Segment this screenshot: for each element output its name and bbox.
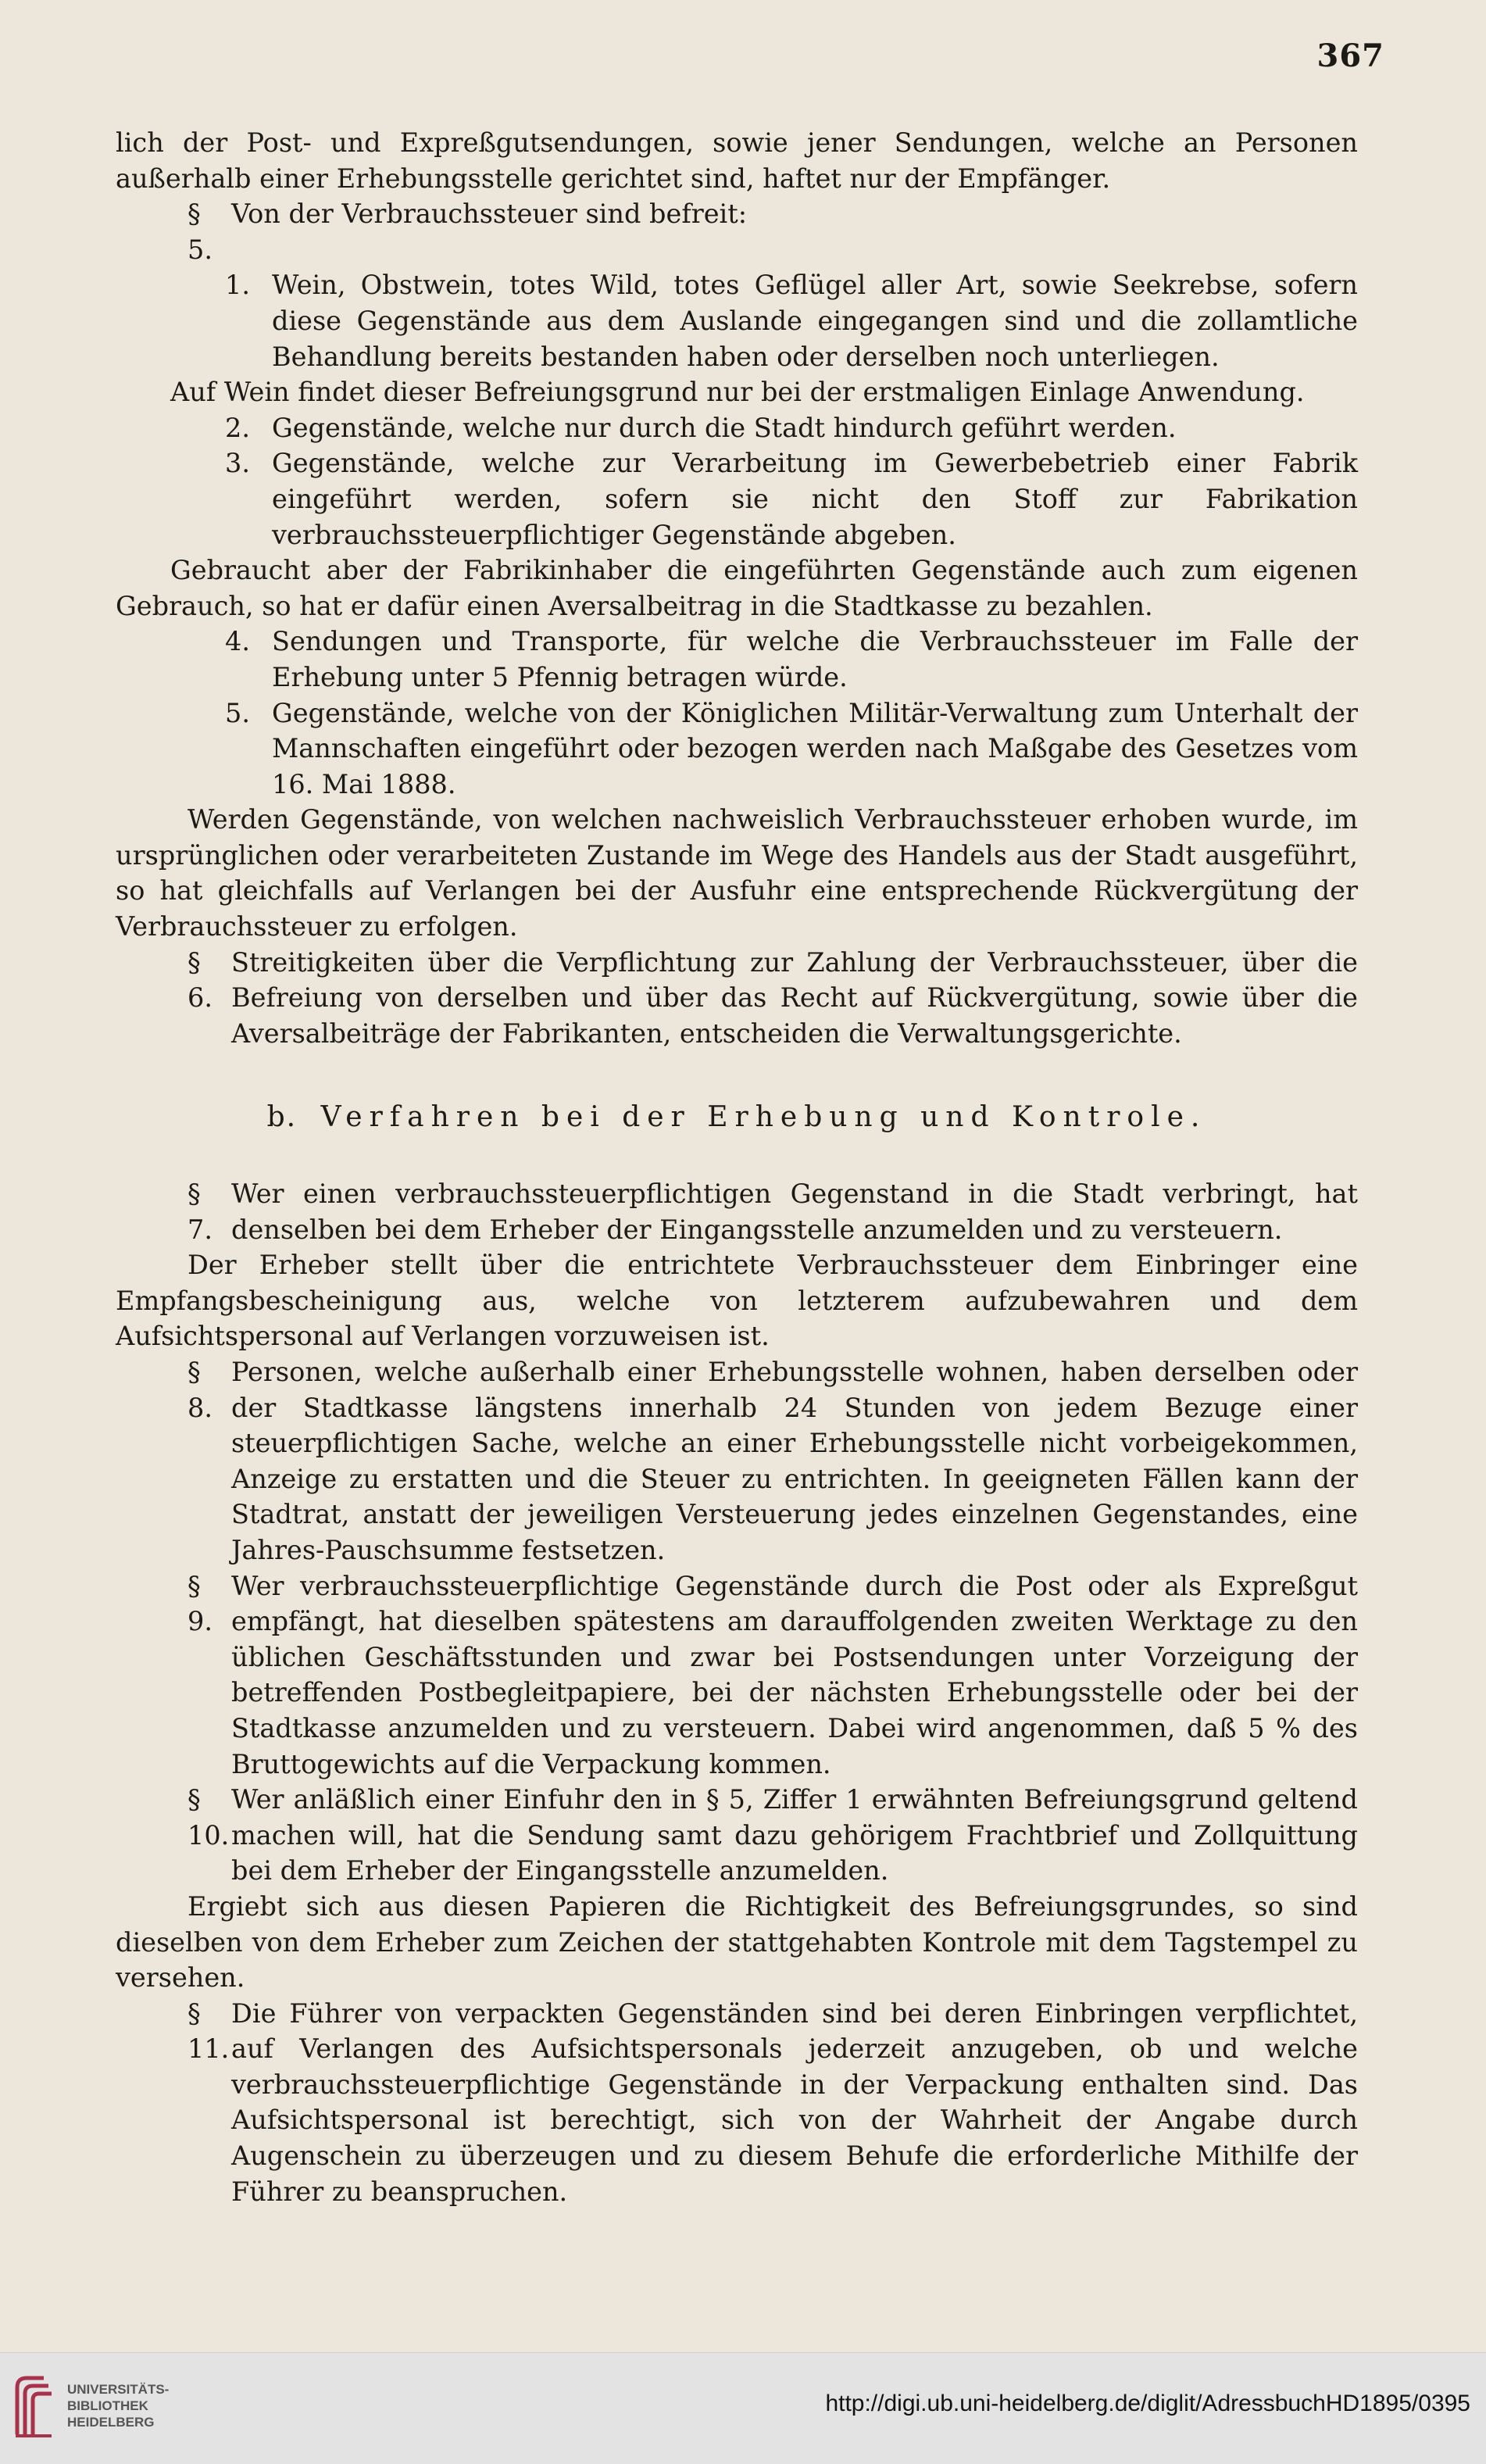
section-text: Von der Verbrauchssteuer sind befreit: bbox=[231, 198, 748, 230]
item-text: Gegenstände, welche zur Verarbeitung im Gewerbebetrieb einer Fabrik eingeführt werden, sofern sie nicht den Stoff zur Fabrikation verbrauchssteuerpflichtiger Gegenstände abgeben. bbox=[272, 448, 1358, 550]
logo-line: HEIDELBERG bbox=[67, 2415, 155, 2430]
section-number: § 10. bbox=[188, 1784, 230, 1851]
section-7-paragraph-2: Der Erheber stellt über die entrichtete Verbrauchssteuer dem Einbringer eine Empfangsbescheinigung aus, welche von letzterem aufzubewahren und dem Aufsichtspersonal auf Verlangen vorzuweisen ist. bbox=[116, 1250, 1358, 1352]
list-item-1 bbox=[116, 267, 1358, 374]
section-text: Die Führer von verpackten Gegenständen sind bei deren Einbringen verpflichtet, auf Verlangen des Aufsichtspersonals jederzeit anzugeben, ob und welche verbrauchssteuerpflichtige Gegenstände in der Verpackung enthalten sind. Das Aufsichtspersonal ist berechtigt, sich von der Wahrheit der Angabe durch Augenschein zu überzeugen und zu diesem Behufe die erforderliche Mithilfe der Führer zu beanspruchen. bbox=[231, 1997, 1358, 2207]
permalink-url[interactable]: http://digi.ub.uni-heidelberg.de/diglit/AdressbuchHD1895/0395 bbox=[825, 2391, 1470, 2416]
list-item-2 bbox=[116, 410, 1358, 446]
heading-title: Verfahren bei der Erhebung und Kontrole. bbox=[320, 1101, 1207, 1134]
section-text: Personen, welche außerhalb einer Erhebungsstelle wohnen, haben derselben oder der Stadtkasse längstens innerhalb 24 Stunden von jedem Bezuge einer steuerpflichtigen Sache, welche an einer Erhebungsstelle nicht vorbeigekommen, Anzeige zu erstatten und die Steuer zu entrichten. In geeigneten Fällen kann der Stadtrat, anstatt der jeweiligen Versteuerung jedes einzelnen Gegenstandes, eine Jahres-Pauschsumme festsetzen. bbox=[231, 1357, 1358, 1565]
section-number: § 5. bbox=[188, 198, 213, 265]
logo-line: BIBLIOTHEK bbox=[67, 2398, 148, 2413]
item-number: 1. bbox=[225, 270, 250, 301]
section-number: § 6. bbox=[188, 946, 213, 1014]
section-text: Wer anläßlich einer Einfuhr den in § 5, Ziffer 1 erwähnten Befreiungsgrund geltend machen will, hat die Sendung samt dazu gehörigem Frachtbrief und Zollquittung bei dem Erheber der Eingangsstelle anzumelden. bbox=[231, 1784, 1358, 1886]
library-logo-icon bbox=[13, 2372, 55, 2439]
item-subparagraph: Auf Wein findet dieser Befreiungsgrund nur bei der erstmaligen Einlage Anwendung. bbox=[170, 377, 1305, 408]
section-number: § 8. bbox=[188, 1357, 213, 1423]
item-number: 2. bbox=[225, 412, 250, 443]
item-number: 4. bbox=[225, 626, 250, 657]
page-text bbox=[116, 125, 1358, 2209]
section-10-paragraph-2: Ergiebt sich aus diesen Papieren die Richtigkeit des Befreiungsgrundes, so sind dieselben von dem Erheber zum Zeichen der stattgehabten Kontrole mit dem Tagstempel zu versehen. bbox=[116, 1890, 1358, 1994]
section-text: Wer verbrauchssteuerpflichtige Gegenstände durch die Post oder als Expreßgut empfängt, hat dieselben spätestens am darauffolgenden zweiten Werktage zu den üblichen Geschäftsstunden und zwar bei Postsendungen unter Vorzeigung der betreffenden Postbegleitpapiere, bei der nächsten Erhebungsstelle oder bei der Stadtkasse anzumelden und zu versteuern. Dabei wird angenommen, daß 5 % des Bruttogewichts auf die Verpackung kommen. bbox=[231, 1570, 1358, 1779]
viewer-footer bbox=[0, 2352, 1486, 2464]
item-text: Gegenstände, welche nur durch die Stadt hindurch geführt werden. bbox=[272, 412, 1177, 443]
list-item-3 bbox=[116, 445, 1358, 553]
list-item-4 bbox=[116, 624, 1358, 695]
section-text: Wer einen verbrauchssteuerpflichtigen Gegenstand in die Stadt verbringt, hat denselben bei dem Erheber der Eingangsstelle anzumelden und zu versteuern. bbox=[231, 1178, 1358, 1245]
item-number: 3. bbox=[225, 448, 250, 479]
continuation-paragraph: lich der Post- und Expreßgutsendungen, sowie jener Sendungen, welche an Personen außerhalb einer Erhebungsstelle gerichtet sind, haftet nur der Empfänger. bbox=[116, 127, 1358, 194]
section-9 bbox=[116, 1568, 1358, 1783]
section-number: § 11. bbox=[188, 1997, 230, 2065]
heading-prefix: b. bbox=[266, 1101, 298, 1134]
item-text: Wein, Obstwein, totes Wild, totes Geflügel aller Art, sowie Seekrebse, sofern diese Gegenstände aus dem Auslande eingegangen sind und die zollamtliche Behandlung bereits bestanden haben oder derselben noch unterliegen. bbox=[272, 270, 1358, 372]
logo-line: UNIVERSITÄTS- bbox=[67, 2382, 170, 2397]
section-11 bbox=[116, 1996, 1358, 2210]
section-number: § 9. bbox=[188, 1570, 213, 1637]
section-6 bbox=[116, 945, 1358, 1052]
section-number: § 7. bbox=[188, 1178, 213, 1245]
item-text: Gegenstände, welche von der Königlichen Militär-Verwaltung zum Unterhalt der Mannschaften eingeführt oder bezogen werden nach Maßgabe des Gesetzes vom 16. Mai 1888. bbox=[272, 697, 1358, 799]
item-number: 5. bbox=[225, 697, 250, 728]
section-7 bbox=[116, 1176, 1358, 1247]
section-5-intro bbox=[116, 196, 1358, 267]
section-8 bbox=[116, 1354, 1358, 1568]
item-text: Sendungen und Transporte, für welche die Verbrauchssteuer im Falle der Erhebung unter 5 Pfennig betragen würde. bbox=[272, 626, 1358, 692]
refund-paragraph: Werden Gegenstände, von welchen nachweislich Verbrauchssteuer erhoben wurde, im ursprünglichen oder verarbeiteten Zustande im Wege des Handels aus der Stadt ausgeführt, so hat gleichfalls auf Verlangen bei der Ausfuhr eine entsprechende Rückvergütung der Verbrauchssteuer zu erfolgen. bbox=[116, 804, 1358, 942]
section-heading bbox=[116, 1100, 1358, 1135]
page-number: 367 bbox=[1316, 38, 1384, 74]
section-text: Streitigkeiten über die Verpflichtung zur Zahlung der Verbrauchssteuer, über die Befreiung von derselben und über das Recht auf Rückvergütung, sowie über die Aversalbeiträge der Fabrikanten, entscheiden die Verwaltungsgerichte. bbox=[231, 946, 1358, 1049]
section-10 bbox=[116, 1782, 1358, 1889]
library-logo-text bbox=[67, 2381, 169, 2430]
item-subparagraph: Gebraucht aber der Fabrikinhaber die eingeführten Gegenstände auch zum eigenen Gebrauch, so hat er dafür einen Aversalbeitrag in die Stadtkasse zu bezahlen. bbox=[116, 555, 1358, 621]
list-item-5 bbox=[116, 696, 1358, 803]
